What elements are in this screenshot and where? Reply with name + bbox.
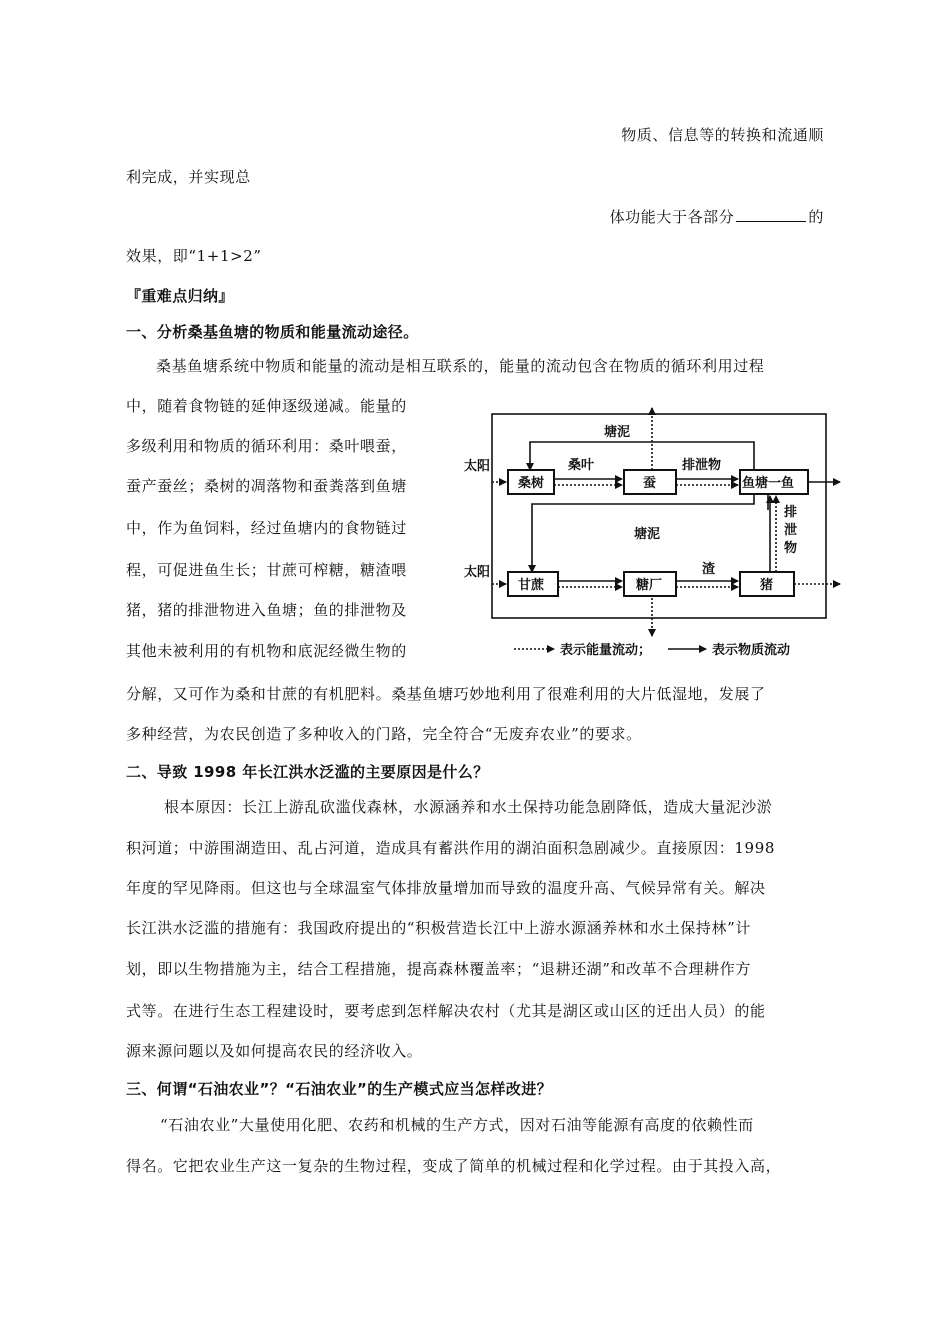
paragraph-line: 中，随着食物链的延伸逐级递减。能量的: [126, 397, 407, 415]
paragraph-line: 积河道；中游围湖造田、乱占河道，造成具有蓄洪作用的湖泊面积急剧减少。直接原因：1998: [126, 839, 775, 857]
paragraph-line: 桑基鱼塘系统中物质和能量的流动是相互联系的，能量的流动包含在物质的循环利用过程: [156, 357, 765, 375]
paragraph-line: 其他未被利用的有机物和底泥经微生物的: [126, 642, 407, 660]
pig-label: 猪: [760, 578, 774, 593]
question-title: 三、何谓“石油农业”？“石油农业”的生产模式应当怎样改进？: [126, 1080, 553, 1098]
pond-label: 鱼塘一鱼: [742, 476, 795, 491]
paragraph-line: 蚕产蚕丝；桑树的凋落物和蚕粪落到鱼塘: [126, 477, 407, 495]
paragraph-line: 根本原因：长江上游乱砍滥伐森林，水源涵养和水土保持功能急剧降低，造成大量泥沙淤: [164, 798, 773, 816]
leaf-label: 桑叶: [568, 458, 595, 473]
residue-label: 渣: [702, 562, 716, 577]
sun-label: 太阳: [464, 459, 491, 474]
sun-label: 太阳: [464, 565, 491, 580]
paragraph-line: 猪，猪的排泄物进入鱼塘；鱼的排泄物及: [126, 601, 407, 619]
excrement-vertical-label: 物: [784, 541, 798, 556]
mulberry-fish-pond-diagram: [462, 396, 862, 666]
text-line: 物质、信息等的转换和流通顺: [621, 126, 824, 144]
mud-label: 塘泥: [634, 527, 661, 542]
text-line: 利完成，并实现总: [126, 168, 251, 186]
excrement-label: 排泄物: [682, 458, 722, 473]
fill-in-blank[interactable]: [736, 206, 806, 222]
paragraph-line: 得名。它把农业生产这一复杂的生物过程，变成了简单的机械过程和化学过程。由于其投入高，: [126, 1157, 782, 1175]
paragraph-line: 中，作为鱼饲料，经过鱼塘内的食物链过: [126, 519, 407, 537]
text-fragment: 的: [808, 208, 824, 226]
legend-matter-label: 表示物质流动: [712, 643, 791, 658]
paragraph-line: “石油农业”大量使用化肥、农药和机械的生产方式，因对石油等能源有高度的依赖性而: [160, 1116, 754, 1134]
paragraph-line: 源来源问题以及如何提高农民的经济收入。: [126, 1042, 423, 1060]
question-title: 一、分析桑基鱼塘的物质和能量流动途径。: [126, 323, 419, 341]
paragraph-line: 多级利用和物质的循环利用：桑叶喂蚕，: [126, 437, 407, 455]
excrement-vertical-label: 泄: [784, 523, 798, 538]
paragraph-line: 多种经营，为农民创造了多种收入的门路，完全符合“无废弃农业”的要求。: [126, 725, 642, 743]
text-line: 效果，即“1+1>2”: [126, 247, 262, 265]
paragraph-line: 程，可促进鱼生长；甘蔗可榨糖，糖渣喂: [126, 561, 407, 579]
mulberry-label: 桑树: [518, 476, 545, 491]
question-title: 二、导致 1998 年长江洪水泛滥的主要原因是什么？: [126, 763, 489, 781]
paragraph-line: 年度的罕见降雨。但这也与全球温室气体排放量增加而导致的温度升高、气候异常有关。解决: [126, 879, 766, 897]
sugarcane-label: 甘蔗: [518, 578, 545, 593]
paragraph-line: 长江洪水泛滥的措施有：我国政府提出的“积极营造长江中上游水源涵养林和水土保持林”计: [126, 919, 751, 937]
text-line-with-blank: [610, 206, 824, 227]
legend-energy-label: 表示能量流动；: [560, 643, 652, 658]
paragraph-line: 式等。在进行生态工程建设时，要考虑到怎样解决农村（尤其是湖区或山区的迁出人员）的能: [126, 1002, 766, 1020]
paragraph-line: 分解，又可作为桑和甘蔗的有机肥料。桑基鱼塘巧妙地利用了很难利用的大片低湿地，发展了: [126, 685, 766, 703]
excrement-vertical-label: 排: [784, 505, 798, 520]
silkworm-label: 蚕: [643, 476, 657, 491]
paragraph-line: 划，即以生物措施为主，结合工程措施，提高森林覆盖率；“退耕还湖”和改革不合理耕作方: [126, 960, 751, 978]
mud-label: 塘泥: [604, 425, 631, 440]
section-header: 『重难点归纳』: [126, 287, 234, 305]
mill-label: 糖厂: [636, 578, 663, 593]
text-fragment: 体功能大于各部分: [609, 208, 735, 226]
